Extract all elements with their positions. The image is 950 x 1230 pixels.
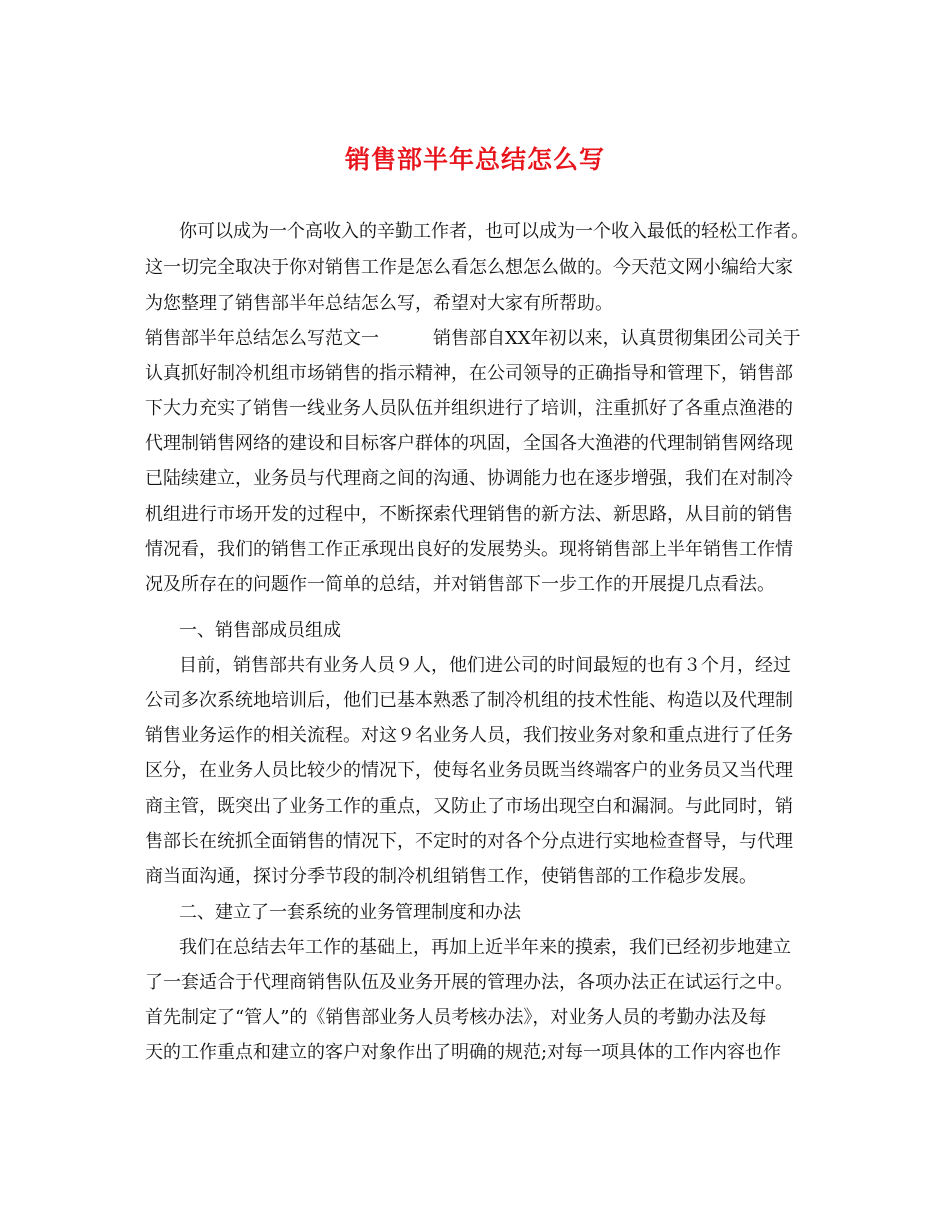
paragraph-line: 我们在总结去年工作的基础上，再加上近半年来的摸索，我们已经初步地建立	[179, 937, 791, 958]
section-heading: 一、销售部成员组成	[179, 620, 341, 641]
paragraph-line: 况及所存在的问题作一简单的总结，并对销售部下一步工作的开展提几点看法。	[145, 574, 775, 595]
paragraph-line: 机组进行市场开发的过程中，不断探索代理销售的新方法、新思路，从目前的销售	[145, 504, 793, 525]
paragraph-line: 销售业务运作的相关流程。对这９名业务人员，我们按业务对象和重点进行了任务	[145, 725, 793, 746]
paragraph-line: 这一切完全取决于你对销售工作是怎么看怎么想怎么做的。今天范文网小编给大家	[145, 257, 793, 278]
paragraph-line: 你可以成为一个高收入的辛勤工作者，也可以成为一个收入最低的轻松工作者。	[179, 221, 809, 242]
paragraph-line: 目前，销售部共有业务人员９人，他们进公司的时间最短的也有３个月，经过	[179, 655, 791, 676]
paragraph-line: 下大力充实了销售一线业务人员队伍并组织进行了培训，注重抓好了各重点渔港的	[145, 398, 793, 419]
paragraph-line: 代理制销售网络的建设和目标客户群体的巩固，全国各大渔港的代理制销售网络现	[145, 433, 793, 454]
paragraph-line: 公司多次系统地培训后，他们已基本熟悉了制冷机组的技术性能、构造以及代理制	[145, 690, 793, 711]
paragraph-line: 情况看，我们的销售工作正承现出良好的发展势头。现将销售部上半年销售工作情	[145, 539, 793, 560]
paragraph-line: 天的工作重点和建立的客户对象作出了明确的规范;对每一项具体的工作内容也作	[145, 1042, 782, 1063]
paragraph-line: 首先制定了“管人”的《销售部业务人员考核办法》，对业务人员的考勤办法及每	[145, 1007, 767, 1028]
document-title: 销售部半年总结怎么写	[344, 145, 605, 174]
paragraph-line: 商当面沟通，探讨分季节段的制冷机组销售工作，使销售部的工作稳步发展。	[145, 866, 757, 887]
paragraph-line: 商主管，既突出了业务工作的重点，又防止了市场出现空白和漏洞。与此同时，销	[145, 796, 793, 817]
paragraph-line: 售部长在统抓全面销售的情况下，不定时的对各个分点进行实地检查督导，与代理	[145, 831, 793, 852]
paragraph-line: 了一套适合于代理商销售队伍及业务开展的管理办法，各项办法正在试运行之中。	[145, 972, 793, 993]
paragraph-line: 认真抓好制冷机组市场销售的指示精神，在公司领导的正确指导和管理下，销售部	[145, 363, 793, 384]
paragraph-line: 为您整理了销售部半年总结怎么写，希望对大家有所帮助。	[145, 293, 613, 314]
paragraph-line: 区分，在业务人员比较少的情况下，使每名业务员既当终端客户的业务员又当代理	[145, 760, 793, 781]
paragraph-line: 销售部半年总结怎么写范文一 销售部自XX年初以来，认真贯彻集团公司关于	[145, 328, 801, 349]
paragraph-line: 已陆续建立，业务员与代理商之间的沟通、协调能力也在逐步增强，我们在对制冷	[145, 468, 793, 489]
section-heading: 二、建立了一套系统的业务管理制度和办法	[179, 902, 521, 923]
